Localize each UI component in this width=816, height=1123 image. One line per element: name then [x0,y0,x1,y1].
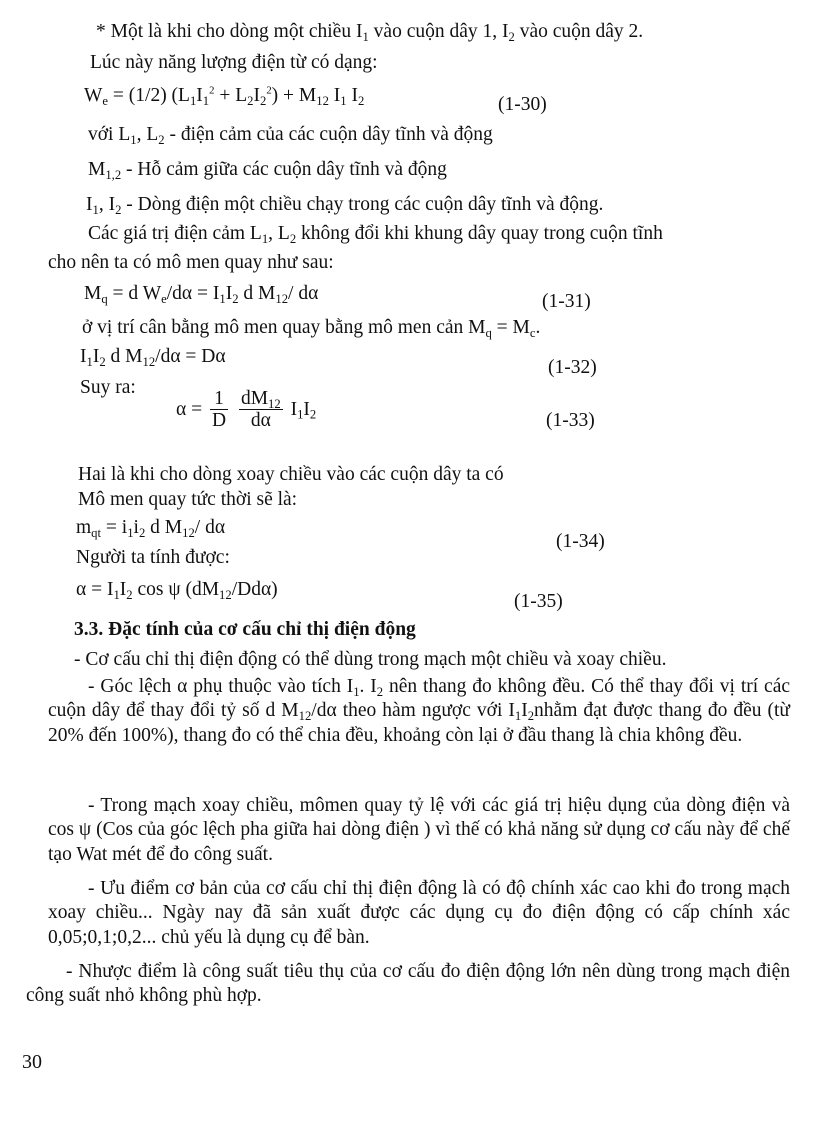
equation-number-1-34: (1-34) [556,531,605,552]
section-bullet-2: - Góc lệch α phụ thuộc vào tích $I_1$. $I_2$ nên thang đo không đều. Có thể thay đổi vị trí các cuộn dây để thay đổi tỷ số d $M_{12}/d\alpha$ theo hàm ngược với $I_1I_2nhằm$ đạt được thang đo đều (từ 20% đến 100%), thang đo có thể chia đều, khoảng còn lại ở đầu thang là chia không đều. [48,676,791,746]
page-number: 30 [22,1051,42,1073]
equation-1-33: α = $\frac{1}{D}$ $\frac{dM_{12}}{d\alpha}$ $I_1I_2$ [176,388,317,432]
definition-mutual-inductance: $M_{1,2}$ - Hỗ cảm giữa các cuộn dây tĩnh và động [88,159,447,182]
equation-number-1-30: (1-30) [498,94,547,115]
equation-1-31: $M_q = d$ $W_e/d\alpha = I_1I_2$ d $M_{12}/$ dα [84,283,319,306]
fraction-dm12-over-dalpha: $\frac{dM_{12}}{d\alpha}$ [240,388,281,432]
inductance-para-line2: cho nên ta có mô men quay như sau: [48,252,334,273]
energy-intro: Lúc này năng lượng điện từ có dạng: [90,52,378,73]
inductance-para-line1: Các giá trị điện cảm $L_1$, $L_2$ không đổi khi khung dây quay trong cuộn tĩnh [88,223,663,246]
section-bullet-3: - Trong mạch xoay chiều, mômen quay tỷ lệ với các giá trị hiệu dụng của dòng điện và cos ψ (Cos của góc lệch pha giữa hai dòng điện ) vì thế có khả năng sử dụng cơ cấu này để chế tạo Wat mét để đo công suất. [48,795,790,865]
balance-statement: ở vị trí cân bằng mô men quay bằng mô men cản $M_q = M_c$. [82,317,541,340]
section-bullet-1: - Cơ cấu chỉ thị điện động có thể dùng trong mạch một chiều và xoay chiều. [74,649,667,670]
equation-1-32: $I_1I_2$ d $M_{12}/d\alpha = D\alpha$ [80,346,226,369]
computed-label: Người ta tính được: [76,547,230,568]
equation-number-1-32: (1-32) [548,357,597,378]
case1-line: * Một là khi cho dòng một chiều $I_1$ vào cuộn dây 1, $I_2$ vào cuộn dây 2. [96,21,644,44]
section-heading: 3.3. Đặc tính của cơ cấu chỉ thị điện động [74,619,416,640]
section-bullet-5: - Nhược điểm là công suất tiêu thụ của cơ cấu đo điện động lớn nên dùng trong mạch điện công suất nhỏ không phù hợp. [26,961,790,1007]
ac-case-line2: Mô men quay tức thời sẽ là: [78,489,298,510]
equation-number-1-31: (1-31) [542,291,591,312]
suy-ra-label: Suy ra: [80,377,136,398]
section-bullet-4: - Ưu điểm cơ bản của cơ cấu chỉ thị điện động là có độ chính xác cao khi đo trong mạch xoay chiều... Ngày nay đã sản xuất được các dụng cụ đo điện động có cấp chính xác 0,05;0,1;0,2... chủ yếu là dụng cụ để bàn. [48,878,790,948]
equation-1-35: $\alpha = I_1I_2$ cos ψ $(dM_{12}/Dd\alpha)$ [76,579,278,602]
equation-1-34: $m_{qt} = i_1i_2$ d $M_{12}/$ dα [76,517,226,540]
equation-number-1-35: (1-35) [514,591,563,612]
definition-inductance: với $L_1$, $L_2$ - điện cảm của các cuộn dây tĩnh và động [88,124,493,147]
equation-number-1-33: (1-33) [546,410,595,431]
ac-case-line1: Hai là khi cho dòng xoay chiều vào các cuộn dây ta có [78,464,504,485]
fraction-one-over-d: $\frac{1}{D}$ [211,388,227,432]
equation-1-30: $W_e = (1/2) (L_1I_1^2 + L_2I_2^2) + M_{12}$ $I_1$ $I_2$ [84,84,365,108]
definition-current: $I_1$, $I_2$ - Dòng điện một chiều chạy trong các cuộn dây tĩnh và động. [86,194,604,217]
